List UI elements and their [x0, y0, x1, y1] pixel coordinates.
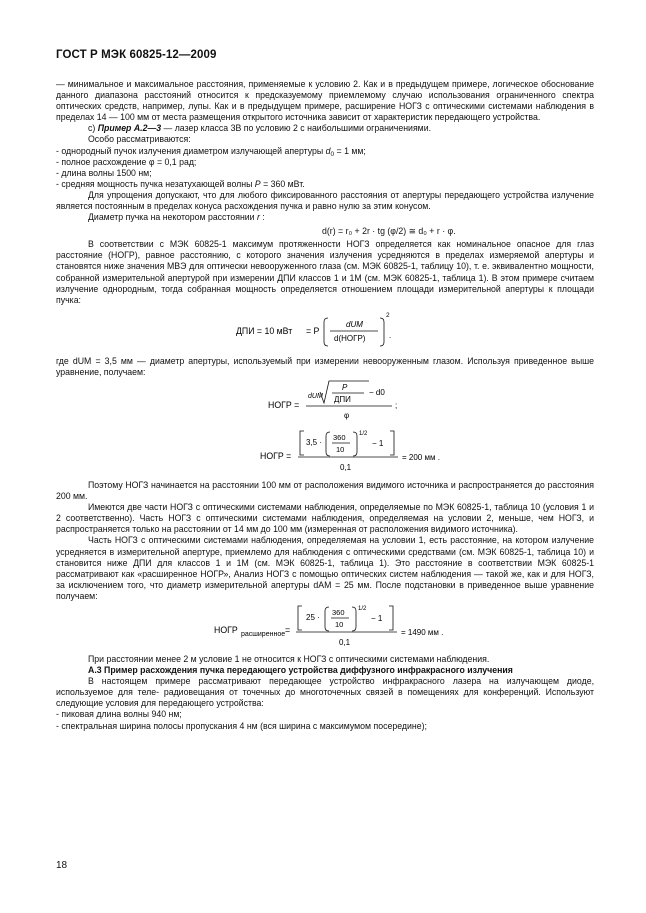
extended-nogr-graphic: [56, 602, 594, 654]
document-header-title: ГОСТ Р МЭК 60825-12—2009: [56, 49, 217, 61]
right-bracket: [380, 318, 384, 346]
beam-diameter-formula: [56, 223, 594, 239]
paragraph: Поэтому НОГЗ начинается на расстоянии 100 мм от расположения видимого источника и распространяется до расстояния 200 мм.: [56, 479, 594, 502]
inner-left-paren: [326, 432, 330, 456]
paragraph-text: Диаметр пучка на некотором расстоянии: [88, 212, 257, 223]
dpi-left: ДПИ = 10 мВт: [236, 325, 293, 336]
list-item: - спектральная ширина полосы пропускания 4 нм (вся ширина с максимумом посередине);: [56, 720, 427, 731]
paragraph-text: :: [259, 212, 265, 223]
nogr-value-equation: [56, 426, 594, 480]
inner-right-paren: [353, 432, 357, 456]
nogr3-exp: 1/2: [358, 606, 367, 612]
nogr-p: P: [342, 382, 348, 392]
list-item: - длина волны 1500 нм;: [56, 167, 152, 178]
nogr3-den: 10: [335, 620, 344, 629]
example-description: — лазер класса 3В по условию 2 с наибольшими ограничениями.: [161, 123, 432, 134]
inner-right-paren: [352, 607, 356, 631]
paragraph: Часть НОГЗ с оптическими системами наблюдения, определяемая на условии 1, есть расстояние, на котором излучение усредняется в измерительной апертуре, приемлемо для наблюдения с оптическими средствами (см. МЭК 60825-1, таблица 10) и становится ниже ДПИ для классов 1 и 1М (см. МЭК 60825-1, таблица 1). Это расстояние в соответствии МЭК 60825-1 рассматривают как «расширенное НОГР», Анализ НОГЗ с помощью оптических систем наблюдения — такой же, как и для НОГЗ, за исключением того, что диаметр измерительной апертуры dAM = 25 мм. После подстановки в приведенное выше уравнение получаем:: [56, 535, 594, 601]
paragraph: [56, 212, 594, 223]
right-bracket: [389, 606, 393, 630]
nogr-equation: [56, 378, 594, 426]
left-bracket: [324, 318, 328, 346]
variable: r: [256, 212, 260, 223]
nogr-minus-d0: − d0: [369, 387, 385, 397]
dpi-end: .: [389, 330, 392, 340]
nogr3-coef: 25 ·: [306, 613, 320, 622]
dpi-equation: [56, 306, 594, 356]
right-bracket: [390, 431, 394, 455]
nogr3-result: = 1490 мм .: [401, 628, 444, 637]
list-item-text: = 360 мВт.: [260, 178, 305, 189]
paragraph: Имеются две части НОГЗ с оптическими системами наблюдения, определяемые по МЭК 60825-1, таблица 10 (условия 1 и 2 соответственно). Часть НОГЗ с оптическими системами наблюдения, определяемая на условии 2, меньше, чем НОГЗ, и распространяется только на расстоянии от 14 мм до 100 мм (измеренная от расположения видимого источника).: [56, 502, 594, 535]
nogr3-minus: − 1: [371, 614, 383, 623]
nogr2-num: 360: [333, 432, 346, 442]
paragraph: Особо рассматриваются:: [88, 134, 191, 145]
nogr-end: ;: [395, 400, 398, 410]
paragraph: Для упрощения допускают, что для любого фиксированного расстояния от апертуры передающего устройства излучение является постоянным в пределах конуса расхождения пучка и равно нулю за этим конусом.: [56, 189, 594, 212]
example-title: Пример А.2—3: [97, 123, 162, 134]
dpi-equation-graphic: [56, 306, 594, 356]
list-prefix: с): [88, 123, 98, 134]
nogr2-den: 10: [336, 444, 345, 454]
nogr-phi: φ: [344, 410, 350, 420]
nogr2-coef: 3,5 ·: [306, 437, 323, 447]
extended-nogr-equation: [56, 602, 594, 654]
nogr2-left: НОГР =: [260, 450, 292, 461]
subscript: 0: [330, 150, 335, 158]
nogr3-subscript: расширенное: [241, 631, 286, 638]
document-body: [56, 79, 594, 732]
list-item: [56, 179, 594, 190]
inner-left-paren: [325, 607, 329, 631]
page-number: 18: [56, 860, 68, 871]
paragraph: В соответствии с МЭК 60825-1 максимум протяженности НОГЗ определяется как номинальное опасное для глаз расстояние (НОГР), равное расстоянию, с которого значения излучения усредняются в пределах измеряемой апертуры и становятся ниже значения МВЭ для оптически невооруженного глаза (см. МЭК 60825-1, таблицу 10), т. е. эквивалентно мощности, собранной измерительной апертурой при измерении ДПИ классов 1 и 1М (см. МЭК 60825-1, таблица 1). В этом примере считаем излучение однородным, тогда собранная мощность определяется отношением площади измерительной апертуры к площади пучка:: [56, 239, 594, 305]
formula-text: d(r) = r₀ + 2r · tg (φ/2) ≅ d₀ + r · φ.: [322, 226, 456, 237]
variable: P: [254, 178, 261, 189]
nogr2-div: 0,1: [340, 462, 352, 472]
nogr3-div: 0,1: [339, 638, 351, 647]
nogr-d-um: dUM: [308, 392, 323, 400]
nogr-value-graphic: [56, 426, 594, 480]
example-heading-line: [56, 123, 594, 134]
nogr3-num: 360: [332, 608, 345, 617]
paragraph: При расстоянии менее 2 м условие 1 не относится к НОГЗ с оптическими системами наблюдения.: [88, 654, 490, 664]
dpi-eq: = P: [306, 325, 320, 336]
nogr-dpi: ДПИ: [334, 394, 351, 404]
variable: d: [325, 145, 331, 156]
list-item: - полное расхождение φ = 0,1 рад;: [56, 156, 197, 167]
nogr-left: НОГР =: [268, 399, 300, 410]
dpi-denominator: d(НОГР): [334, 333, 366, 343]
nogr2-minus: − 1: [372, 438, 384, 448]
list-item-text: - средняя мощность пучка незатухающей волны: [56, 178, 255, 189]
list-item-text: = 1 мм;: [334, 145, 366, 156]
nogr2-result: = 200 мм .: [402, 452, 440, 462]
left-bracket: [300, 431, 304, 455]
list-item-text: - однородный пучок излучения диаметром излучающей апертуры: [56, 145, 326, 156]
dpi-numerator: dUM: [346, 319, 363, 329]
nogr-equation-graphic: [56, 378, 594, 426]
nogr3-left: НОГР: [214, 625, 238, 635]
nogr3-eq: =: [285, 625, 291, 635]
paragraph: В настоящем примере рассматривают передающее устройство инфракрасного лазера на излучающем диоде, используемое для теле- радиовещания от точечных до многоточечных связей в помещениях для конференций. Используют следующие условия для передающего устройства:: [56, 676, 594, 709]
paragraph: — минимальное и максимальное расстояния, применяемые к условию 2. Как и в предыдущем примере, логическое обоснование данного диапазона расстояний относится к предсказуемому приемлемому случаю использования ограниченного спектра оптических средств, например, лупы. Как и в предыдущем примере, расширение НОГЗ с оптическими системами наблюдения в пределах 14 — 100 мм от места размещения открытого источника зависит от характеристик передающего устройства.: [56, 79, 594, 123]
paragraph: где dUM = 3,5 мм — диаметр апертуры, используемый при измерении невооруженным глазом. Используя приведенное выше уравнение, получаем:: [56, 355, 594, 377]
list-item: - пиковая длина волны 940 нм;: [56, 709, 182, 720]
list-item: [56, 146, 594, 157]
left-bracket: [298, 606, 302, 630]
section-heading: А.3 Пример расхождения пучка передающего устройства диффузного инфракрасного излучения: [88, 665, 513, 676]
nogr2-exp: 1/2: [359, 430, 368, 437]
dpi-exponent: 2: [386, 311, 390, 319]
